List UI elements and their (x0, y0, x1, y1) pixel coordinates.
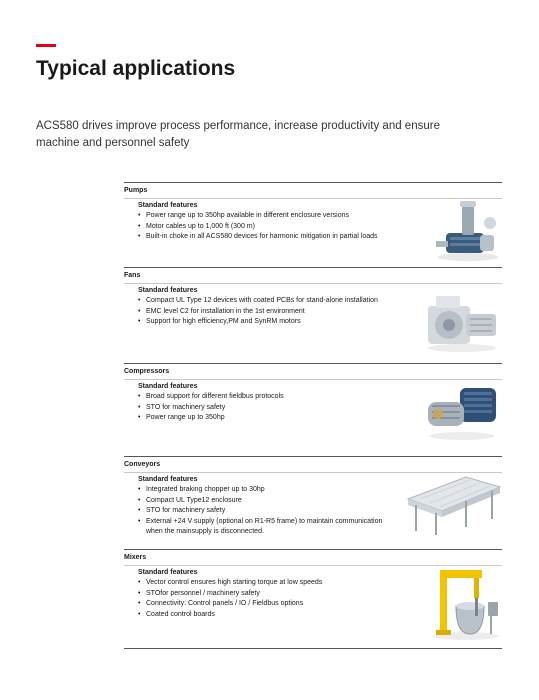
section-divider (124, 283, 502, 284)
conveyor-image (406, 469, 502, 537)
list-item: • Motor cables up to 1,000 ft (300 m) (138, 222, 400, 233)
features-title: Standard features (138, 569, 198, 576)
section-fans (124, 267, 502, 363)
list-item: • STO for machinery safety (138, 506, 400, 517)
list-item: • Coated control boards (138, 610, 400, 621)
features-list (138, 485, 400, 538)
section-title: Compressors (124, 368, 170, 375)
section-mixers (124, 549, 502, 651)
section-conveyors (124, 456, 502, 549)
list-item: • EMC level C2 for installation in the 1st environment (138, 307, 400, 318)
pump-image (432, 197, 502, 263)
mixer-image (426, 562, 502, 642)
section-title: Pumps (124, 187, 148, 194)
list-item: • Built-in choke in all ACS580 devices for harmonic mitigation in partial loads (138, 232, 400, 243)
list-item: • STOfor personnel / machinery safety (138, 589, 400, 600)
features-block (138, 383, 400, 424)
applications-list (124, 182, 502, 651)
section-pumps (124, 182, 502, 267)
section-title: Conveyors (124, 461, 161, 468)
red-accent-bar (36, 44, 56, 47)
list-item: • Broad support for different fieldbus protocols (138, 392, 400, 403)
list-item: • Support for high efficiency,PM and SynRM motors (138, 317, 400, 328)
features-block (138, 287, 400, 328)
features-title: Standard features (138, 476, 198, 483)
features-block (138, 476, 400, 538)
list-item: • External +24 V supply (optional on R1-R5 frame) to maintain communication when the mainsupply is disconnected. (138, 517, 400, 538)
bottom-divider (124, 648, 502, 649)
features-block (138, 202, 400, 243)
section-title: Mixers (124, 554, 147, 561)
list-item: • Compact UL Type 12 devices with coated PCBs for stand-alone installation (138, 296, 400, 307)
section-title: Fans (124, 272, 141, 279)
features-list (138, 211, 400, 243)
features-title: Standard features (138, 202, 198, 209)
list-item: • STO for machinery safety (138, 403, 400, 414)
list-item: • Compact UL Type12 enclosure (138, 496, 400, 507)
list-item: • Power range up to 350hp (138, 413, 400, 424)
section-compressors (124, 363, 502, 456)
features-list (138, 578, 400, 620)
features-title: Standard features (138, 287, 198, 294)
page-title: Typical applications (36, 57, 236, 80)
features-list (138, 392, 400, 424)
list-item: • Power range up to 350hp available in different enclosure versions (138, 211, 400, 222)
features-block (138, 569, 400, 620)
fan-image (422, 288, 502, 354)
features-list (138, 296, 400, 328)
intro-paragraph: ACS580 drives improve process performance, increase productivity and ensure machine and personnel safety (36, 120, 440, 149)
list-item: • Integrated braking chopper up to 30hp (138, 485, 400, 496)
features-title: Standard features (138, 383, 198, 390)
list-item: • Vector control ensures high starting torque at low speeds (138, 578, 400, 589)
compressor-image (422, 376, 502, 444)
list-item: • Connectivity: Control panels / IO / Fieldbus options (138, 599, 400, 610)
